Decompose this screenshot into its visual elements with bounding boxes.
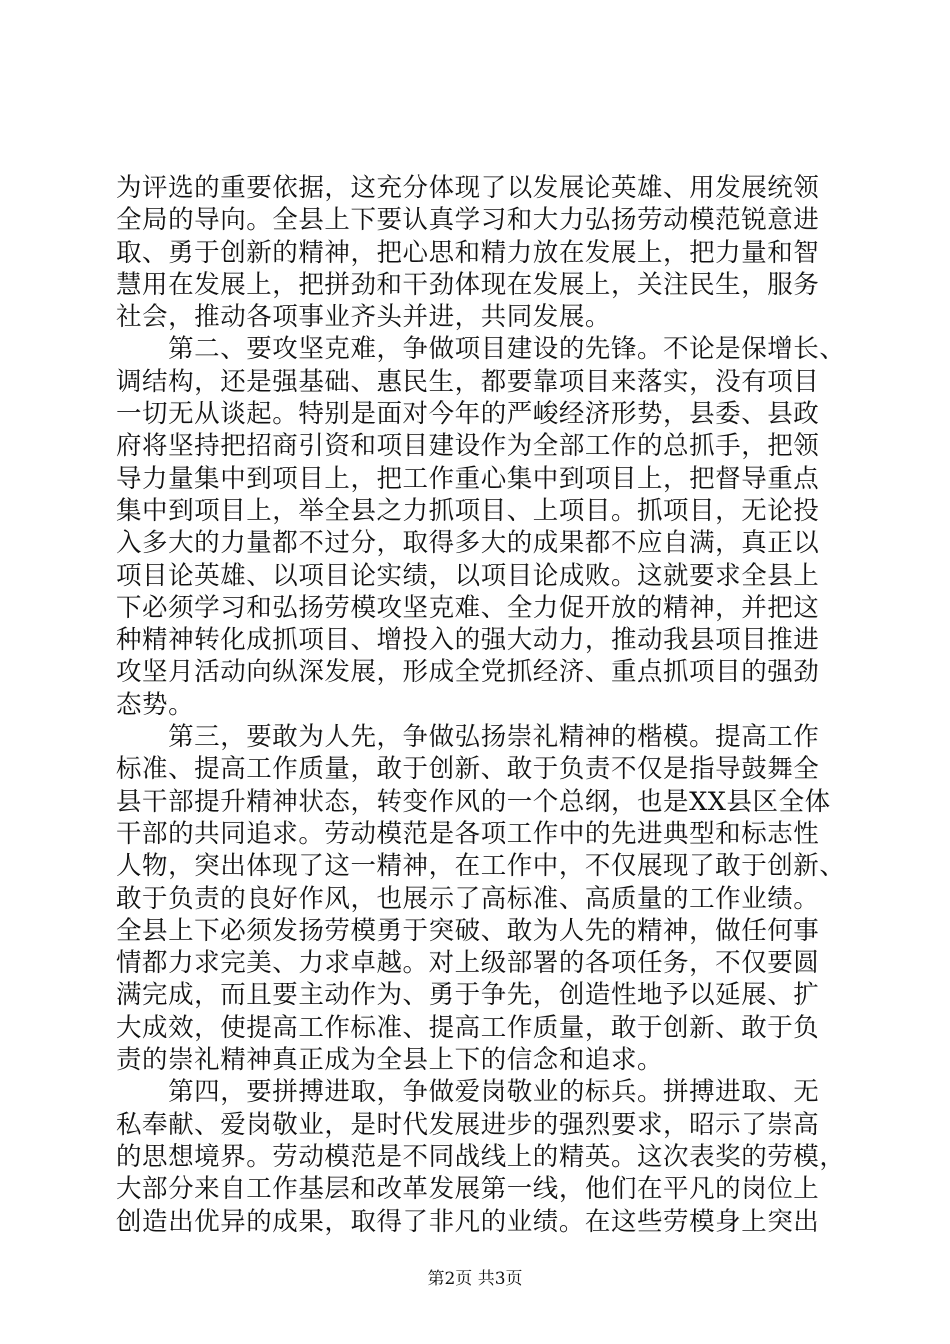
text-line: 取、勇于创新的精神，把心思和精力放在发展上，把力量和智 bbox=[116, 237, 820, 268]
text-line: 一切无从谈起。特别是面对今年的严峻经济形势，县委、县政 bbox=[116, 399, 820, 430]
text-line: 干部的共同追求。劳动模范是各项工作中的先进典型和标志性 bbox=[116, 818, 820, 849]
text-line: 入多大的力量都不过分，取得多大的成果都不应自满，真正以 bbox=[116, 528, 820, 559]
page-footer: 第2页 共3页 bbox=[427, 1269, 523, 1289]
text-line: 导力量集中到项目上，把工作重心集中到项目上，把督导重点 bbox=[116, 463, 820, 494]
text-line: 满完成，而且要主动作为、勇于争先，创造性地予以延展、扩 bbox=[116, 980, 820, 1011]
text-line: 创造出优异的成果，取得了非凡的业绩。在这些劳模身上突出 bbox=[116, 1206, 820, 1237]
text-line: 全局的导向。全县上下要认真学习和大力弘扬劳动模范锐意进 bbox=[116, 205, 820, 236]
text-line: 慧用在发展上，把拼劲和干劲体现在发展上，关注民生，服务 bbox=[116, 269, 820, 300]
text-line: 第四，要拼搏进取，争做爱岗敬业的标兵。拼搏进取、无 bbox=[116, 1077, 820, 1108]
text-line: 集中到项目上，举全县之力抓项目、上项目。抓项目，无论投 bbox=[116, 495, 820, 526]
text-line: 的思想境界。劳动模范是不同战线上的精英。这次表奖的劳模， bbox=[116, 1141, 846, 1172]
text-line: 攻坚月活动向纵深发展，形成全党抓经济、重点抓项目的强劲 bbox=[116, 657, 820, 688]
text-line: 种精神转化成抓项目、增投入的强大动力，推动我县项目推进 bbox=[116, 625, 820, 656]
text-line: 调结构，还是强基础、惠民生，都要靠项目来落实，没有项目 bbox=[116, 366, 820, 397]
body-text bbox=[116, 172, 846, 1238]
text-line: 下必须学习和弘扬劳模攻坚克难、全力促开放的精神，并把这 bbox=[116, 592, 820, 623]
text-line: 人物，突出体现了这一精神，在工作中，不仅展现了敢于创新、 bbox=[116, 851, 846, 882]
text-line: 府将坚持把招商引资和项目建设作为全部工作的总抓手，把领 bbox=[116, 431, 820, 462]
text-line: 标准、提高工作质量，敢于创新、敢于负责不仅是指导鼓舞全 bbox=[116, 754, 820, 785]
text-line: 敢于负责的良好作风，也展示了高标准、高质量的工作业绩。 bbox=[116, 883, 820, 914]
text-line: 私奉献、爱岗敬业，是时代发展进步的强烈要求，昭示了崇高 bbox=[116, 1109, 820, 1140]
text-line: 第三，要敢为人先，争做弘扬崇礼精神的楷模。提高工作 bbox=[116, 722, 820, 753]
text-line: 大部分来自工作基层和改革发展第一线，他们在平凡的岗位上 bbox=[116, 1174, 820, 1205]
text-line: 县干部提升精神状态，转变作风的一个总纲，也是XX县区全体 bbox=[116, 786, 831, 817]
text-line: 大成效，使提高工作标准、提高工作质量，敢于创新、敢于负 bbox=[116, 1012, 820, 1043]
text-line: 社会，推动各项事业齐头并进，共同发展。 bbox=[116, 302, 611, 333]
text-line: 责的崇礼精神真正成为全县上下的信念和追求。 bbox=[116, 1045, 664, 1076]
text-line: 全县上下必须发扬劳模勇于突破、敢为人先的精神，做任何事 bbox=[116, 915, 820, 946]
text-line: 第二、要攻坚克难，争做项目建设的先锋。不论是保增长、 bbox=[116, 334, 846, 365]
text-line: 态势。 bbox=[116, 689, 195, 720]
text-line: 为评选的重要依据，这充分体现了以发展论英雄、用发展统领 bbox=[116, 173, 820, 203]
text-line: 情都力求完美、力求卓越。对上级部署的各项任务，不仅要圆 bbox=[116, 948, 820, 979]
text-line: 项目论英雄、以项目论实绩，以项目论成败。这就要求全县上 bbox=[116, 560, 820, 591]
